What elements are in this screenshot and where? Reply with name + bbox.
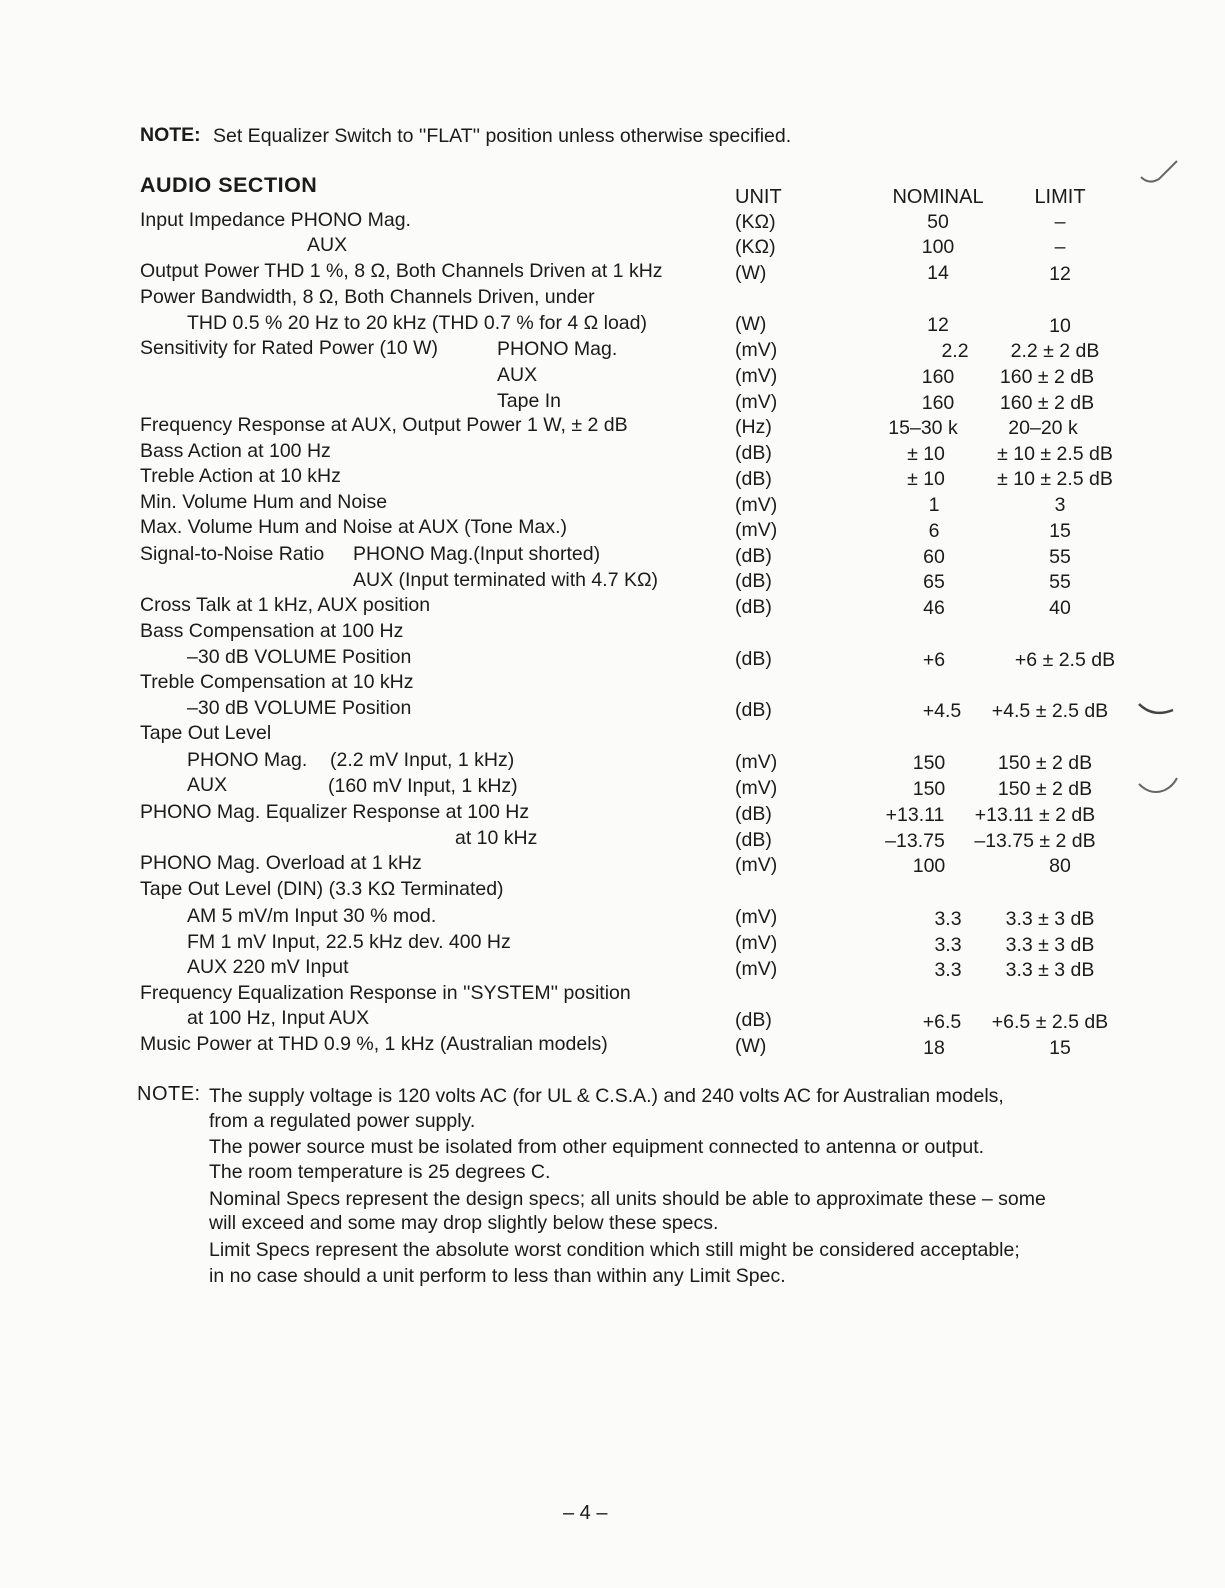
row-label: at 10 kHz (455, 827, 538, 849)
row-unit: (dB) (735, 442, 772, 464)
row-unit: (mV) (735, 906, 778, 928)
row-unit: (mV) (735, 494, 778, 516)
row-unit: (dB) (735, 545, 772, 567)
row-label: AUX (497, 364, 538, 386)
row-nominal: +6.5 (922, 1011, 962, 1033)
row-label: Tape In (497, 390, 561, 412)
row-limit: – (1054, 236, 1066, 258)
row-label: PHONO Mag. Overload at 1 kHz (140, 852, 422, 874)
row-label: –30 dB VOLUME Position (187, 646, 412, 668)
row-sublabel: (2.2 mV Input, 1 kHz) (330, 749, 515, 771)
note-line: Nominal Specs represent the design specs; all units should be able to approximate these – some (209, 1188, 1046, 1210)
row-nominal: 3.3 (934, 959, 962, 981)
row-unit: (W) (735, 313, 767, 335)
row-label: Input Impedance PHONO Mag. (140, 209, 411, 231)
row-label: Treble Action at 10 kHz (140, 465, 341, 487)
nominal-column-header: NOMINAL (892, 186, 984, 208)
row-unit: (Hz) (735, 416, 772, 438)
row-unit: (mV) (735, 777, 778, 799)
row-unit: (mV) (735, 339, 778, 361)
note-line: The room temperature is 25 degrees C. (209, 1161, 551, 1183)
row-limit: 80 (1049, 855, 1071, 877)
row-label: Frequency Equalization Response in ''SYSTEM'' position (140, 982, 631, 1004)
row-label: FM 1 mV Input, 22.5 kHz dev. 400 Hz (187, 931, 511, 953)
row-label: at 100 Hz, Input AUX (187, 1007, 370, 1029)
row-nominal: ± 10 (907, 468, 945, 490)
row-nominal: +13.11 (885, 804, 945, 826)
row-label: Music Power at THD 0.9 %, 1 kHz (Australian models) (140, 1033, 608, 1055)
unit-column-header: UNIT (735, 186, 782, 208)
row-unit: (dB) (735, 1009, 772, 1031)
row-label: Cross Talk at 1 kHz, AUX position (140, 594, 431, 616)
row-nominal: 46 (923, 597, 945, 619)
row-unit: (mV) (735, 751, 778, 773)
row-limit: ± 10 ± 2.5 dB (997, 443, 1113, 465)
row-limit: 40 (1049, 597, 1071, 619)
row-label: Output Power THD 1 %, 8 Ω, Both Channels Driven at 1 kHz (140, 260, 663, 282)
row-label: Min. Volume Hum and Noise (140, 491, 388, 513)
row-limit: +6 ± 2.5 dB (1014, 649, 1116, 671)
row-nominal: 12 (927, 314, 949, 336)
row-limit: 55 (1049, 546, 1071, 568)
row-unit: (KΩ) (735, 211, 776, 233)
note-line: will exceed and some may drop slightly below these specs. (209, 1212, 719, 1234)
row-limit: 2.2 ± 2 dB (1010, 340, 1100, 362)
row-limit: 10 (1049, 315, 1071, 337)
row-sublabel: PHONO Mag.(Input shorted) (353, 543, 601, 565)
row-nominal: +4.5 (922, 700, 962, 722)
row-unit: (dB) (735, 803, 772, 825)
note-line: from a regulated power supply. (209, 1110, 476, 1132)
row-label: PHONO Mag. (187, 749, 308, 771)
row-label: Max. Volume Hum and Noise at AUX (Tone Max.) (140, 516, 568, 538)
pencil-tick-mark (1135, 688, 1185, 728)
row-nominal: 100 (921, 236, 955, 258)
row-unit: (dB) (735, 596, 772, 618)
row-nominal: 3.3 (934, 934, 962, 956)
row-limit: 150 ± 2 dB (997, 752, 1093, 774)
row-nominal: 160 (921, 392, 955, 414)
row-nominal: ± 10 (907, 443, 945, 465)
row-limit: 15 (1049, 1037, 1071, 1059)
row-label: PHONO Mag. Equalizer Response at 100 Hz (140, 801, 530, 823)
row-limit: 160 ± 2 dB (999, 392, 1095, 414)
row-label: Signal-to-Noise Ratio (140, 543, 325, 565)
row-limit: +6.5 ± 2.5 dB (991, 1011, 1109, 1033)
row-nominal: 150 (912, 778, 946, 800)
row-nominal: 14 (927, 262, 949, 284)
section-title: AUDIO SECTION (140, 173, 318, 197)
row-unit: (dB) (735, 648, 772, 670)
row-label: AM 5 mV/m Input 30 % mod. (187, 905, 437, 927)
row-sublabel: PHONO Mag. (497, 338, 618, 360)
row-label: AUX (Input terminated with 4.7 KΩ) (353, 569, 659, 591)
row-label: Bass Compensation at 100 Hz (140, 620, 404, 642)
page-number: – 4 – (563, 1502, 608, 1524)
row-nominal: 50 (927, 211, 949, 233)
row-limit: 3 (1054, 494, 1066, 516)
row-label: Tape Out Level (140, 722, 272, 744)
row-limit: 55 (1049, 571, 1071, 593)
note-line: The supply voltage is 120 volts AC (for UL & C.S.A.) and 240 volts AC for Australian models, (209, 1085, 1004, 1107)
row-limit: 160 ± 2 dB (999, 366, 1095, 388)
note-line: in no case should a unit perform to less than within any Limit Spec. (209, 1265, 786, 1287)
row-label: AUX 220 mV Input (187, 956, 349, 978)
row-label: Treble Compensation at 10 kHz (140, 671, 414, 693)
row-unit: (W) (735, 262, 767, 284)
row-limit: 3.3 ± 3 dB (1005, 908, 1095, 930)
row-unit: (mV) (735, 519, 778, 541)
row-nominal: 18 (923, 1037, 945, 1059)
top-note-label: NOTE: (140, 124, 201, 146)
row-nominal: –13.75 (885, 830, 945, 852)
row-unit: (dB) (735, 699, 772, 721)
row-nominal: 3.3 (934, 908, 962, 930)
row-limit: –13.75 ± 2 dB (974, 830, 1096, 852)
row-unit: (W) (735, 1035, 767, 1057)
row-unit: (mV) (735, 854, 778, 876)
note-line: Limit Specs represent the absolute worst condition which still might be considered acceptable; (209, 1239, 1020, 1261)
bottom-note-label: NOTE: (137, 1083, 201, 1105)
row-nominal: 100 (912, 855, 946, 877)
row-unit: (mV) (735, 391, 778, 413)
row-nominal: +6 (922, 649, 946, 671)
row-nominal: 2.2 (941, 340, 969, 362)
row-unit: (KΩ) (735, 236, 776, 258)
row-label: Bass Action at 100 Hz (140, 440, 331, 462)
row-nominal: 150 (912, 752, 946, 774)
row-limit: +4.5 ± 2.5 dB (991, 700, 1109, 722)
row-limit: 150 ± 2 dB (997, 778, 1093, 800)
row-limit: 20–20 k (1008, 417, 1078, 439)
row-unit: (dB) (735, 468, 772, 490)
row-limit: – (1054, 211, 1066, 233)
row-label: Sensitivity for Rated Power (10 W) (140, 337, 439, 359)
top-note-text: Set Equalizer Switch to ''FLAT'' position unless otherwise specified. (213, 125, 792, 147)
row-label: AUX (307, 234, 348, 256)
row-nominal: 60 (923, 546, 945, 568)
row-nominal: 1 (928, 494, 940, 516)
row-unit: (dB) (735, 570, 772, 592)
row-label: Frequency Response at AUX, Output Power 1 W, ± 2 dB (140, 414, 628, 436)
pencil-tick-mark (1135, 155, 1185, 190)
row-sublabel: (160 mV Input, 1 kHz) (328, 775, 518, 797)
row-limit: 3.3 ± 3 dB (1005, 934, 1095, 956)
row-limit: ± 10 ± 2.5 dB (997, 468, 1113, 490)
row-nominal: 15–30 k (888, 417, 958, 439)
row-limit: +13.11 ± 2 dB (974, 804, 1096, 826)
row-unit: (mV) (735, 365, 778, 387)
row-label: AUX (187, 774, 228, 796)
row-label: Tape Out Level (DIN) (3.3 KΩ Terminated) (140, 878, 504, 900)
row-label: Power Bandwidth, 8 Ω, Both Channels Driven, under (140, 286, 595, 308)
row-nominal: 6 (928, 520, 940, 542)
row-unit: (dB) (735, 829, 772, 851)
row-label: –30 dB VOLUME Position (187, 697, 412, 719)
pencil-tick-mark (1135, 770, 1185, 805)
row-limit: 15 (1049, 520, 1071, 542)
row-nominal: 160 (921, 366, 955, 388)
row-limit: 12 (1049, 263, 1071, 285)
row-unit: (mV) (735, 932, 778, 954)
limit-column-header: LIMIT (1034, 186, 1086, 208)
row-nominal: 65 (923, 571, 945, 593)
row-limit: 3.3 ± 3 dB (1005, 959, 1095, 981)
note-line: The power source must be isolated from other equipment connected to antenna or output. (209, 1136, 985, 1158)
row-label: THD 0.5 % 20 Hz to 20 kHz (THD 0.7 % for 4 Ω load) (187, 312, 647, 334)
row-unit: (mV) (735, 958, 778, 980)
